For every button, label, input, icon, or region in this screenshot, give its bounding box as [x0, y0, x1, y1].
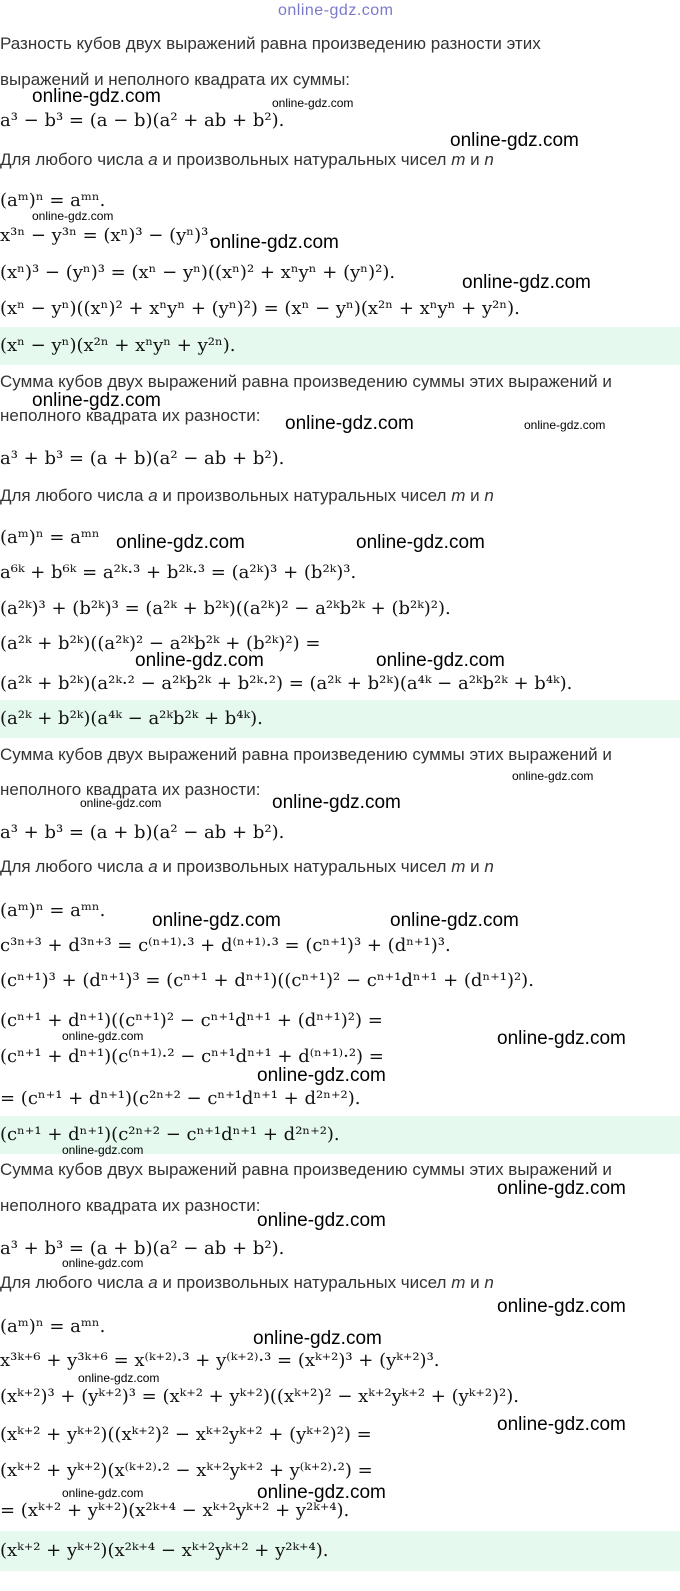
watermark: online-gdz.com [272, 792, 401, 813]
watermark: online-gdz.com [135, 650, 264, 671]
solution-step: (xᵏ⁺²)³ + (yᵏ⁺²)³ = (xᵏ⁺² + yᵏ⁺²)((xᵏ⁺²)² − xᵏ⁺²yᵏ⁺² + (yᵏ⁺²)²). [0, 1386, 520, 1407]
answer: (xⁿ − yⁿ)(x²ⁿ + xⁿyⁿ + y²ⁿ). [0, 335, 236, 356]
watermark: online-gdz.com [512, 769, 594, 783]
note-text: Для любого числа a и произвольных натуральных чисел m и n [0, 486, 494, 505]
watermark: online-gdz.com [376, 650, 505, 671]
solution-step: (a²ᵏ)³ + (b²ᵏ)³ = (a²ᵏ + b²ᵏ)((a²ᵏ)² − a²ᵏb²ᵏ + (b²ᵏ)²). [0, 598, 451, 619]
watermark: online-gdz.com [210, 232, 339, 253]
watermark: online-gdz.com [272, 96, 354, 110]
watermark: online-gdz.com [62, 1143, 144, 1157]
rule-text: Сумма кубов двух выражений равна произведению суммы этих выражений и [0, 1160, 612, 1179]
power-rule: (aᵐ)ⁿ = aᵐⁿ. [0, 190, 106, 211]
watermark: online-gdz.com [497, 1414, 626, 1435]
watermark: online-gdz.com [78, 1371, 160, 1385]
watermark: online-gdz.com [450, 130, 579, 151]
solution-step: a⁶ᵏ + b⁶ᵏ = a²ᵏ·³ + b²ᵏ·³ = (a²ᵏ)³ + (b²ᵏ)³. [0, 562, 357, 583]
answer: (cⁿ⁺¹ + dⁿ⁺¹)(c²ⁿ⁺² − cⁿ⁺¹dⁿ⁺¹ + d²ⁿ⁺²). [0, 1124, 340, 1145]
note-text: Для любого числа a и произвольных натуральных чисел m и n [0, 1273, 494, 1292]
rule-text: Сумма кубов двух выражений равна произведению суммы этих выражений и [0, 372, 612, 391]
watermark: online-gdz.com [32, 209, 114, 223]
solution-step: x³ᵏ⁺⁶ + y³ᵏ⁺⁶ = x⁽ᵏ⁺²⁾·³ + y⁽ᵏ⁺²⁾·³ = (xᵏ⁺²)³ + (yᵏ⁺²)³. [0, 1350, 440, 1371]
solution-step: = (xᵏ⁺² + yᵏ⁺²)(x²ᵏ⁺⁴ − xᵏ⁺²yᵏ⁺² + y²ᵏ⁺⁴). [0, 1500, 350, 1521]
watermark: online-gdz.com [462, 272, 591, 293]
rule-text: неполного квадрата их разности: [0, 406, 261, 425]
solution-step: = (cⁿ⁺¹ + dⁿ⁺¹)(c²ⁿ⁺² − cⁿ⁺¹dⁿ⁺¹ + d²ⁿ⁺²). [0, 1088, 361, 1109]
watermark: online-gdz.com [257, 1065, 386, 1086]
rule-text: неполного квадрата их разности: [0, 780, 261, 799]
formula: a³ + b³ = (a + b)(a² − ab + b²). [0, 1238, 285, 1259]
watermark: online-gdz.com [62, 1486, 144, 1500]
watermark: online-gdz.com [62, 1029, 144, 1043]
rule-text: Разность кубов двух выражений равна произведению разности этих [0, 34, 541, 53]
note-text: Для любого числа a и произвольных натуральных чисел m и n [0, 857, 494, 876]
rule-text: Сумма кубов двух выражений равна произведению суммы этих выражений и [0, 745, 612, 764]
power-rule: (aᵐ)ⁿ = aᵐⁿ [0, 527, 100, 548]
watermark: online-gdz.com [152, 910, 281, 931]
watermark: online-gdz.com [497, 1296, 626, 1317]
formula: a³ − b³ = (a − b)(a² + ab + b²). [0, 110, 285, 131]
watermark: online-gdz.com [257, 1210, 386, 1231]
formula: a³ + b³ = (a + b)(a² − ab + b²). [0, 448, 285, 469]
power-rule: (aᵐ)ⁿ = aᵐⁿ. [0, 1316, 106, 1337]
watermark: online-gdz.com [257, 1482, 386, 1503]
note-text: Для любого числа a и произвольных натуральных чисел m и n [0, 150, 494, 169]
answer: (a²ᵏ + b²ᵏ)(a⁴ᵏ − a²ᵏb²ᵏ + b⁴ᵏ). [0, 708, 263, 729]
watermark: online-gdz.com [32, 86, 161, 107]
solution-step: (cⁿ⁺¹ + dⁿ⁺¹)((cⁿ⁺¹)² − cⁿ⁺¹dⁿ⁺¹ + (dⁿ⁺¹)²) = [0, 1010, 383, 1031]
watermark: online-gdz.com [62, 1256, 144, 1270]
answer: (xᵏ⁺² + yᵏ⁺²)(x²ᵏ⁺⁴ − xᵏ⁺²yᵏ⁺² + y²ᵏ⁺⁴). [0, 1540, 329, 1561]
watermark: online-gdz.com [356, 532, 485, 553]
rule-text: неполного квадрата их разности: [0, 1196, 261, 1215]
watermark: online-gdz.com [116, 532, 245, 553]
watermark: online-gdz.com [497, 1028, 626, 1049]
solution-step: (xⁿ − yⁿ)((xⁿ)² + xⁿyⁿ + (yⁿ)²) = (xⁿ − yⁿ)(x²ⁿ + xⁿyⁿ + y²ⁿ). [0, 298, 520, 319]
rule-text: выражений и неполного квадрата их суммы: [0, 70, 351, 89]
solution-step: (a²ᵏ + b²ᵏ)((a²ᵏ)² − a²ᵏb²ᵏ + (b²ᵏ)²) = [0, 633, 321, 654]
watermark: online-gdz.com [524, 418, 606, 432]
watermark: online-gdz.com [32, 390, 161, 411]
watermark: online-gdz.com [253, 1328, 382, 1349]
power-rule: (aᵐ)ⁿ = aᵐⁿ. [0, 900, 106, 921]
watermark: online-gdz.com [285, 413, 414, 434]
solution-step: x³ⁿ − y³ⁿ = (xⁿ)³ − (yⁿ)³. [0, 225, 215, 246]
solution-step: (a²ᵏ + b²ᵏ)(a²ᵏ·² − a²ᵏb²ᵏ + b²ᵏ·²) = (a²ᵏ + b²ᵏ)(a⁴ᵏ − a²ᵏb²ᵏ + b⁴ᵏ). [0, 673, 573, 694]
solution-step: (xᵏ⁺² + yᵏ⁺²)((xᵏ⁺²)² − xᵏ⁺²yᵏ⁺² + (yᵏ⁺²)²) = [0, 1424, 372, 1445]
site-logo[interactable]: online-gdz.com [278, 2, 394, 19]
solution-step: (xⁿ)³ − (yⁿ)³ = (xⁿ − yⁿ)((xⁿ)² + xⁿyⁿ + (yⁿ)²). [0, 262, 396, 283]
watermark: online-gdz.com [497, 1178, 626, 1199]
solution-step: (xᵏ⁺² + yᵏ⁺²)(x⁽ᵏ⁺²⁾·² − xᵏ⁺²yᵏ⁺² + y⁽ᵏ⁺²⁾·²) = [0, 1460, 373, 1481]
solution-step: c³ⁿ⁺³ + d³ⁿ⁺³ = c⁽ⁿ⁺¹⁾·³ + d⁽ⁿ⁺¹⁾·³ = (cⁿ⁺¹)³ + (dⁿ⁺¹)³. [0, 935, 451, 956]
watermark: online-gdz.com [390, 910, 519, 931]
formula: a³ + b³ = (a + b)(a² − ab + b²). [0, 822, 285, 843]
solution-step: (cⁿ⁺¹)³ + (dⁿ⁺¹)³ = (cⁿ⁺¹ + dⁿ⁺¹)((cⁿ⁺¹)² − cⁿ⁺¹dⁿ⁺¹ + (dⁿ⁺¹)²). [0, 970, 534, 991]
solution-step: (cⁿ⁺¹ + dⁿ⁺¹)(c⁽ⁿ⁺¹⁾·² − cⁿ⁺¹dⁿ⁺¹ + d⁽ⁿ⁺¹⁾·²) = [0, 1046, 384, 1067]
watermark: online-gdz.com [80, 796, 162, 810]
